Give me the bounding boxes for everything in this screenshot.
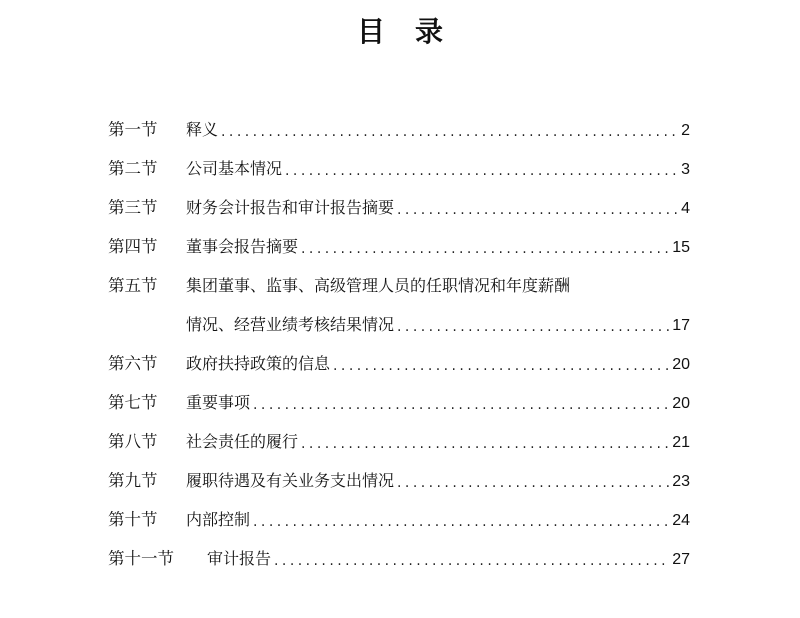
dot-leader <box>253 397 669 411</box>
section-title: 董事会报告摘要 <box>186 237 299 256</box>
section-title: 重要事项 <box>186 393 251 412</box>
page-number: 24 <box>672 512 690 529</box>
toc-entry[interactable] <box>108 505 690 544</box>
page-number: 27 <box>672 551 690 568</box>
section-number: 第六节 <box>108 354 158 373</box>
page-number: 20 <box>672 395 690 412</box>
section-number: 第四节 <box>108 237 158 256</box>
section-title: 释义 <box>186 120 219 139</box>
section-number: 第十一节 <box>108 549 174 568</box>
section-number: 第五节 <box>108 276 158 295</box>
section-title: 政府扶持政策的信息 <box>186 354 331 373</box>
dot-leader <box>253 514 669 528</box>
section-title: 财务会计报告和审计报告摘要 <box>186 198 395 217</box>
page-number: 20 <box>672 356 690 373</box>
page-number: 15 <box>672 239 690 256</box>
toc-entry[interactable] <box>108 232 690 271</box>
section-title: 履职待遇及有关业务支出情况 <box>186 471 395 490</box>
section-number: 第十节 <box>108 510 158 529</box>
toc-entry-continuation[interactable] <box>108 310 690 349</box>
page-number: 3 <box>681 161 690 178</box>
page-title-part1: 目 <box>356 15 385 48</box>
toc-entry[interactable] <box>108 349 690 388</box>
toc-entry[interactable] <box>108 388 690 427</box>
page-number: 17 <box>672 317 690 334</box>
dot-leader <box>274 553 669 567</box>
toc-entry[interactable] <box>108 115 690 154</box>
section-title-continuation: 情况、经营业绩考核结果情况 <box>186 315 395 334</box>
section-title: 内部控制 <box>186 510 251 529</box>
dot-leader <box>397 319 669 333</box>
page-number: 23 <box>672 473 690 490</box>
page-number: 4 <box>681 200 690 217</box>
dot-leader <box>285 163 678 177</box>
section-title: 公司基本情况 <box>186 159 283 178</box>
section-number: 第九节 <box>108 471 158 490</box>
dot-leader <box>301 436 669 450</box>
page-number: 2 <box>681 122 690 139</box>
section-title: 审计报告 <box>207 549 272 568</box>
section-number: 第一节 <box>108 120 158 139</box>
page-title <box>0 14 800 50</box>
toc-entry[interactable] <box>108 271 690 310</box>
toc-entry[interactable] <box>108 427 690 466</box>
dot-leader <box>333 358 669 372</box>
dot-leader <box>397 475 669 489</box>
page-number: 21 <box>672 434 690 451</box>
section-number: 第七节 <box>108 393 158 412</box>
section-title: 社会责任的履行 <box>186 432 299 451</box>
section-number: 第二节 <box>108 159 158 178</box>
section-title: 集团董事、监事、高级管理人员的任职情况和年度薪酬 <box>186 276 571 295</box>
dot-leader <box>301 241 669 255</box>
page-title-part2: 录 <box>415 15 444 48</box>
dot-leader <box>397 202 678 216</box>
dot-leader <box>221 124 678 138</box>
toc-entry[interactable] <box>108 193 690 232</box>
toc-entry[interactable] <box>108 154 690 193</box>
section-number: 第八节 <box>108 432 158 451</box>
toc-entry[interactable] <box>108 544 690 583</box>
toc-entry[interactable] <box>108 466 690 505</box>
table-of-contents <box>108 115 690 583</box>
section-number: 第三节 <box>108 198 158 217</box>
